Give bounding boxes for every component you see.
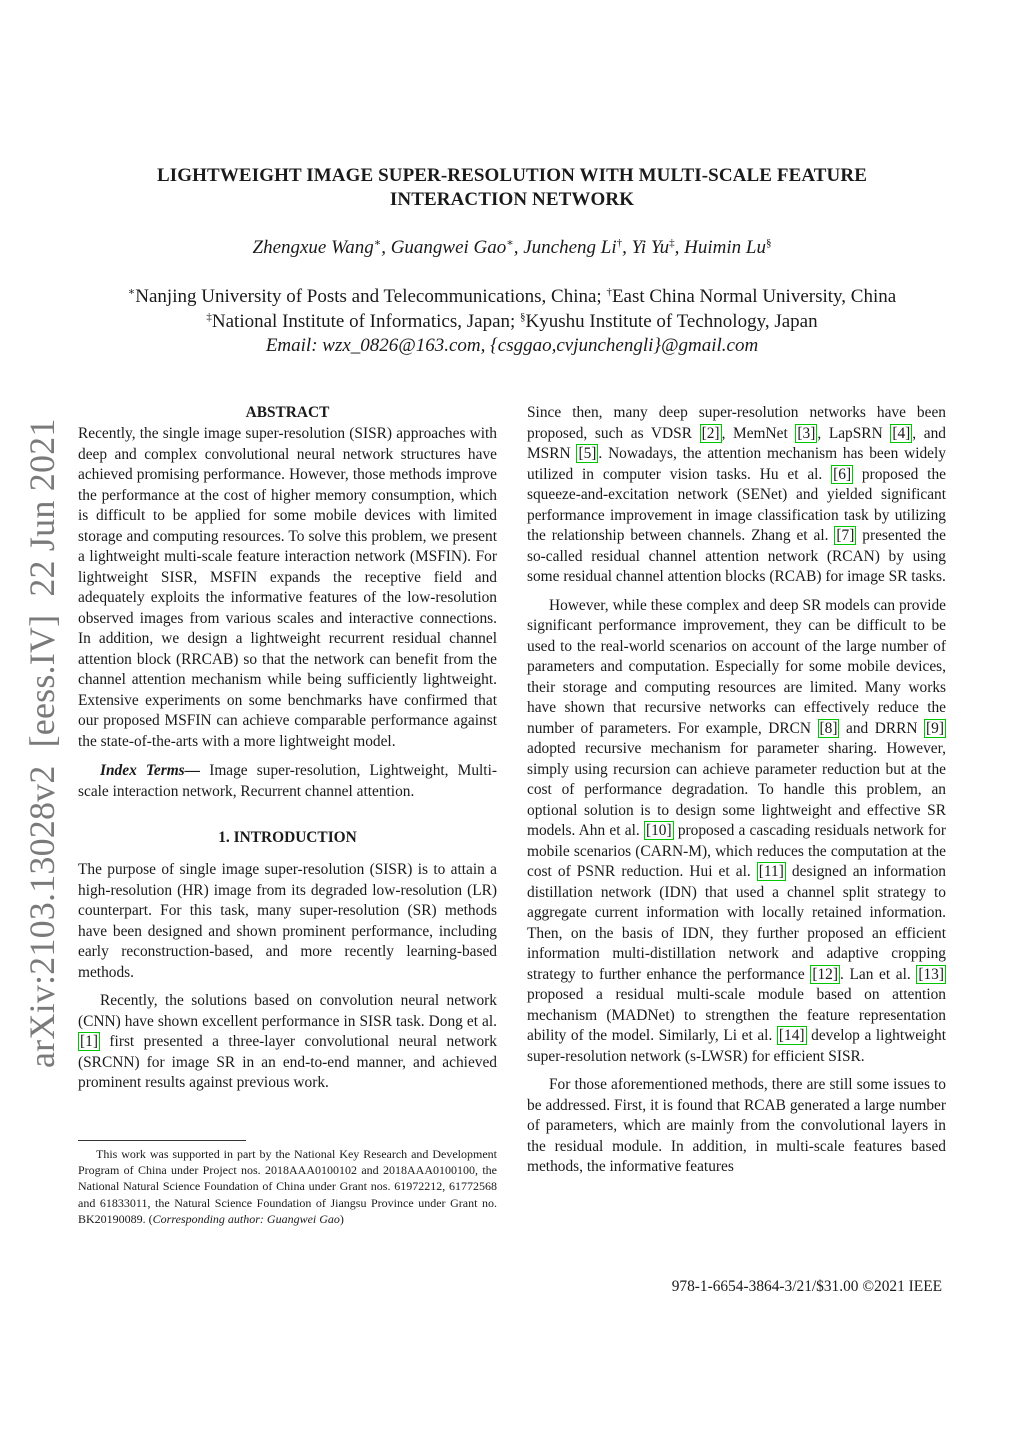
citation-link[interactable]: [4] bbox=[892, 424, 911, 442]
left-column bbox=[78, 403, 497, 1094]
intro-paragraph-4: However, while these complex and deep SR models can provide significant performance improvement, they can be difficult to be used to the real-world scenarios on account of the large number of parameters and computation. Especially for some mobile devices, their storage and computing resources are limited. Many works have shown that recursive networks can effectively reduce the number of parameters. For example, DRCN [8] and DRRN [9] adopted recursive mechanism for parameter sharing. However, simply using recursion can achieve parameter reduction but at the cost of performance degradation. To handle this problem, an optional solution is to design some lightweight and effective SR models. Ahn et al. [10] proposed a cascading residuals network for mobile scenarios (CARN-M), which reduces the computation at the cost of PSNR reduction. Hui et al. [11] designed an information distillation network (IDN) that used a channel split strategy to aggregate current information with locally retained information. Then, on the basis of IDN, they further proposed an efficient information multi-distillation network and adaptive cropping strategy to further enhance the performance [12] . Lan et al. [13] proposed a residual multi-scale module based on attention mechanism (MADNet) to strengthen the feature representation ability of the model. Similarly, Li et al. [14] develop a lightweight super-resolution network (s-LWSR) for efficient SISR. bbox=[527, 596, 947, 1065]
citation-link[interactable]: [1] bbox=[80, 1033, 98, 1050]
citation-link[interactable]: [14] bbox=[778, 1027, 805, 1044]
author-mark: ∗ bbox=[506, 237, 514, 249]
index-terms: Index Terms— Image super-resolution, Lightweight, Multi-scale interaction network, Recurrent channel attention. bbox=[78, 762, 497, 800]
citation-link[interactable]: [8] bbox=[819, 719, 838, 737]
funding-footnote: This work was supported in part by the National Key Research and Development Program of China under Project nos. 2018AAA0100102 and 2018AAA0100100, the National Natural Science Foundation of China under Grant nos. 61972212, 61772568 and 61833011, the Natural Science Foundation of Jiangsu Province under Grant no. BK20190089. (Corresponding author: Guangwei Gao) bbox=[78, 1147, 497, 1226]
arxiv-date: 22 Jun 2021 bbox=[22, 418, 62, 597]
citation-link[interactable]: [11] bbox=[758, 863, 784, 880]
intro-paragraph-1: The purpose of single image super-resolution (SISR) is to attain a high-resolution (HR) image from its degraded low-resolution (LR) counterpart. For this task, many super-resolution (SR) methods have been designed and shown prominent performance, including early reconstruction-based, and more recently learning-based methods. bbox=[78, 861, 497, 981]
corresponding-author: Corresponding author: Guangwei Gao bbox=[152, 1211, 340, 1226]
citation-link[interactable]: [13] bbox=[918, 965, 944, 983]
citation-link[interactable]: [7] bbox=[836, 527, 855, 544]
author-mark: ‡ bbox=[669, 237, 675, 249]
intro-paragraph-5: For those aforementioned methods, there are still some issues to be addressed. First, it is found that RCAB generated a large number of parameters, which are mainly from the convolutional layers in the residual module. In addition, in multi-scale features based methods, the informative features bbox=[527, 1076, 946, 1175]
citation-link[interactable]: [12] bbox=[812, 965, 838, 983]
arxiv-identifier-stamp bbox=[18, 418, 66, 1068]
author-mark: † bbox=[616, 237, 623, 249]
author-mark: § bbox=[766, 237, 772, 249]
right-column bbox=[527, 403, 946, 1178]
author-name: Guangwei Gao bbox=[390, 237, 507, 258]
author-list: Zhengxue Wang∗, Guangwei Gao∗, Juncheng Li†, Yi Yu‡, Huimin Lu§ bbox=[252, 237, 772, 258]
author-name: Yi Yu bbox=[631, 237, 670, 258]
affiliation-line-1: ∗Nanjing University of Posts and Telecommunications, China; †East China Normal University, China bbox=[127, 286, 897, 307]
author-mark: ∗ bbox=[373, 237, 382, 249]
intro-paragraph-3: Since then, many deep super-resolution networks have been proposed, such as VDSR [2] , MemNet [3] , LapSRN [4] , and MSRN [5] . Nowadays, the attention mechanism has been widely utilized in computer vision tasks. Hu et al. [6] proposed the squeeze-and-excitation network (SENet) and yielded significant performance improvement in image classification task by utilizing the relationship between channels. Zhang et al. [7] presented the so-called residual channel attention network (RCAN) by using some residual channel attention blocks (RCAB) for image SR tasks. bbox=[527, 404, 946, 585]
copyright-notice: 978-1-6654-3864-3/21/$31.00 ©2021 IEEE bbox=[671, 1278, 942, 1295]
citation-link[interactable]: [6] bbox=[833, 465, 852, 483]
affiliation-line-2: ‡National Institute of Informatics, Japan; §Kyushu Institute of Technology, Japan bbox=[206, 310, 818, 332]
author-name: Zhengxue Wang bbox=[252, 237, 374, 258]
citation-link[interactable]: [5] bbox=[578, 445, 597, 462]
arxiv-category: [eess.IV] bbox=[22, 614, 62, 748]
citation-link[interactable]: [9] bbox=[926, 719, 944, 737]
abstract-body: Recently, the single image super-resolution (SISR) approaches with deep and complex convolutional neural network structures have achieved promising performance. However, those methods improve the performance at the cost of higher memory consumption, which is difficult to be applied for some mobile devices with limited storage and computing resources. To solve this problem, we present a lightweight multi-scale feature interaction network (MSFIN). For lightweight SISR, MSFIN expands the receptive field and adequately exploits the informative features of the low-resolution observed images from various scales and interactive connections. In addition, we design a lightweight recurrent residual channel attention block (RRCAB) so that the network can benefit from the channel attention mechanism while being sufficiently lightweight. Extensive experiments on some benchmarks have confirmed that our proposed MSFIN can achieve comparable performance against the state-of-the-arts with a more lightweight model. bbox=[78, 425, 497, 750]
email-line: Email: wzx_0826@163.com, {csggao,cvjunchengli}@gmail.com bbox=[265, 335, 759, 356]
citation-link[interactable]: [3] bbox=[797, 424, 816, 442]
author-name: Juncheng Li bbox=[523, 237, 617, 258]
author-name: Huimin Lu bbox=[684, 237, 766, 258]
introduction-heading: 1. INTRODUCTION bbox=[218, 829, 357, 846]
index-terms-label: Index Terms— bbox=[100, 762, 201, 779]
paper-title: LIGHTWEIGHT IMAGE SUPER-RESOLUTION WITH MULTI-SCALE FEATURE INTERACTION NETWORK bbox=[157, 165, 867, 210]
citation-link[interactable]: [10] bbox=[645, 822, 672, 839]
intro-paragraph-2: Recently, the solutions based on convolution neural network (CNN) have shown excellent performance in SISR task. Dong et al. [1] first presented a three-layer convolutional neural network (SRCNN) for image SR in an end-to-end manner, and achieved prominent results against previous work. bbox=[78, 992, 497, 1091]
citation-link[interactable]: [2] bbox=[701, 424, 720, 442]
footnote-rule bbox=[78, 1140, 246, 1141]
affiliations bbox=[60, 285, 964, 359]
abstract-heading: ABSTRACT bbox=[245, 404, 330, 421]
arxiv-id: arXiv:2103.13028v2 bbox=[22, 765, 62, 1068]
